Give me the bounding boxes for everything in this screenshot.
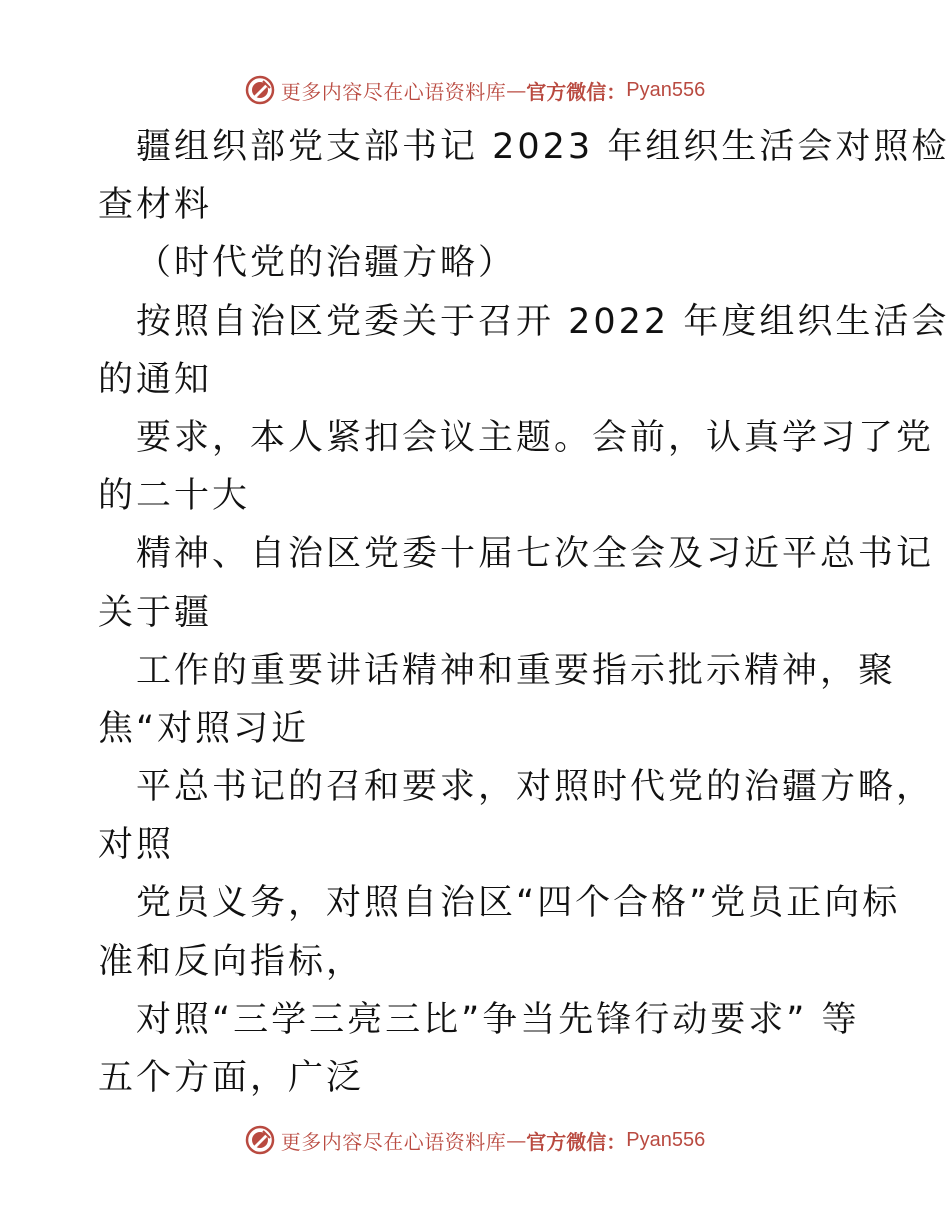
body-line: 工作的重要讲话精神和重要指示批示精神，聚 — [136, 650, 897, 691]
footer-brand-text: 更多内容尽在心语资料库 — [280, 1129, 507, 1154]
body-line: 对照 — [98, 825, 175, 866]
header-brand-text: 更多内容尽在心语资料库 — [280, 79, 507, 104]
footer-separator: — — [506, 1128, 527, 1152]
body-line: 焦“对照习近 — [98, 708, 310, 749]
body-line: （时代党的治疆方略） — [136, 243, 517, 284]
body-line: 五个方面，广泛 — [98, 1058, 365, 1098]
body-line: 查材料 — [98, 185, 213, 226]
pen-nib-circle-icon — [245, 1125, 275, 1155]
footer-official-text: 官方微信： — [526, 1129, 627, 1154]
body-line: 要求，本人紧扣会议主题。会前，认真学习了党 — [136, 417, 935, 458]
body-line: 的二十大 — [98, 476, 251, 517]
body-line: 党员义务，对照自治区“四个合格”党员正向标 — [136, 883, 901, 924]
body-line: 按照自治区党委关于召开 2022 年度组织生活会 — [136, 301, 950, 342]
body-line: 精神、自治区党委十届七次全会及习近平总书记 — [136, 534, 935, 575]
header-official-text: 官方微信： — [526, 79, 627, 104]
body-line: 对照“三学三亮三比”争当先锋行动要求” 等 — [136, 999, 860, 1040]
header-separator: — — [506, 78, 527, 102]
body-line: 疆组织部党支部书记 2023 年组织生活会对照检 — [136, 127, 950, 167]
body-line: 关于疆 — [98, 592, 213, 633]
pen-nib-circle-icon — [245, 75, 275, 105]
body-line: 平总书记的召和要求，对照时代党的治疆方略， — [136, 767, 935, 808]
document-body — [98, 118, 950, 1107]
footer-banner — [0, 1120, 950, 1160]
body-line: 的通知 — [98, 359, 213, 400]
footer-wechat-id: Pyan556 — [626, 1128, 706, 1151]
header-wechat-id: Pyan556 — [626, 78, 706, 101]
body-line: 准和反向指标， — [98, 941, 365, 982]
header-banner — [0, 70, 950, 110]
